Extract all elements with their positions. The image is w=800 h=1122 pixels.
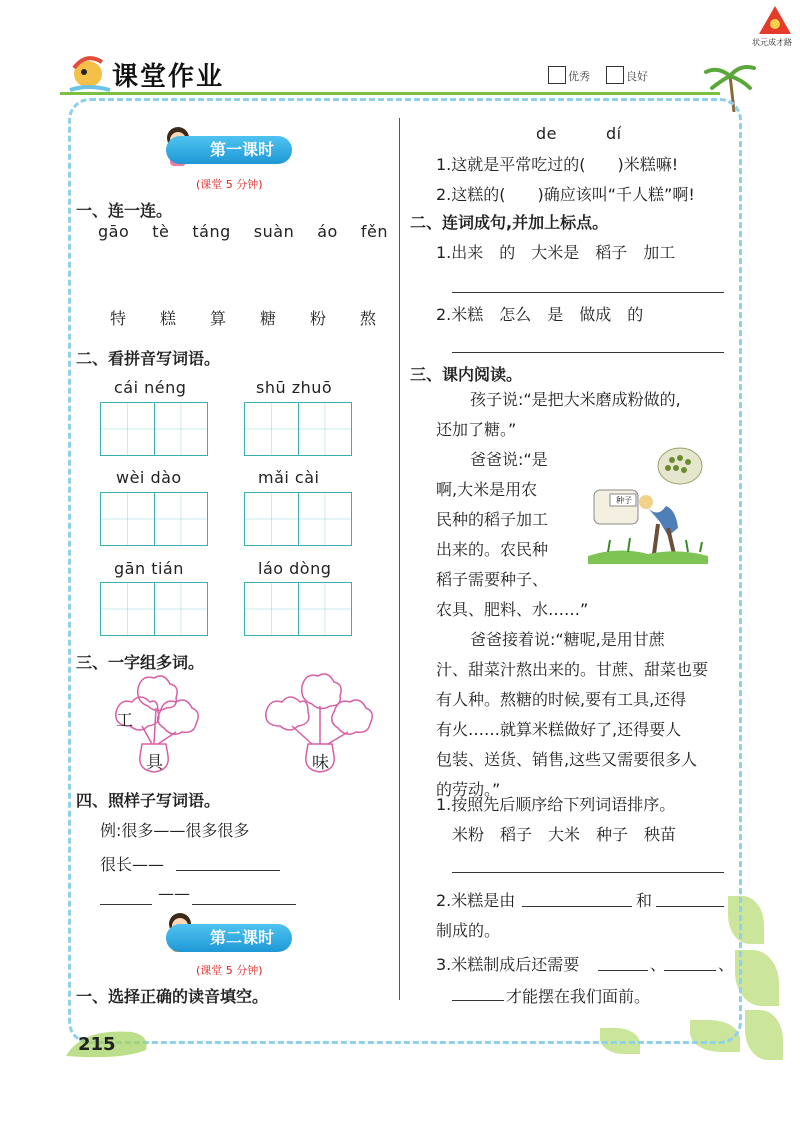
- q4-example: 例:很多——很多很多: [100, 821, 250, 840]
- passage-line: 民种的稻子加工: [436, 510, 549, 529]
- sec2-q2: 2.米糕 怎么 是 做成 的: [436, 305, 644, 324]
- writing-grid[interactable]: [244, 402, 352, 456]
- q4-dash: ——: [158, 884, 190, 903]
- q3-char-left: 工: [116, 711, 133, 731]
- sec2-title: 二、连词成句,并加上标点。: [410, 213, 609, 232]
- brand-logo-text: 状元成才路: [752, 38, 792, 47]
- lesson2-badge: 第二课时: [166, 924, 292, 952]
- answer-blank[interactable]: [522, 906, 632, 907]
- rating-good-checkbox[interactable]: [606, 66, 624, 84]
- passage-line: 的劳动。”: [436, 780, 501, 799]
- passage-line: 爸爸接着说:“糖呢,是用甘蔗: [470, 630, 665, 649]
- answer-line[interactable]: [452, 872, 724, 873]
- q2-pinyin: láo dòng: [258, 559, 332, 578]
- answer-blank[interactable]: [192, 904, 296, 905]
- passage-line: 有人种。熬糖的时候,要有工具,还得: [436, 690, 687, 709]
- reading-q1-words: 米粉 稻子 大米 种子 秧苗: [452, 825, 677, 844]
- q2-pinyin: gān tián: [114, 559, 184, 578]
- rating-good-label: 良好: [626, 70, 648, 83]
- answer-line[interactable]: [452, 292, 724, 293]
- page-title: 课堂作业: [112, 62, 225, 92]
- pinyin-item: táng: [192, 222, 231, 241]
- q3-char-vase-left: 具: [146, 753, 163, 773]
- reading-q3-sep: 、: [718, 955, 735, 974]
- reading-q2-prefix: 2.米糕是由: [436, 891, 516, 910]
- passage-line: 稻子需要种子、: [436, 570, 549, 589]
- lesson1-badge: 第一课时: [166, 136, 292, 164]
- q2-title: 二、看拼音写词语。: [76, 349, 221, 368]
- passage-line: 农具、肥料、水……”: [436, 600, 589, 619]
- q5-title: 一、选择正确的读音填空。: [76, 987, 269, 1006]
- reading-q2-suffix: 制成的。: [436, 921, 501, 940]
- char-item: 算: [209, 309, 226, 328]
- answer-blank[interactable]: [656, 906, 724, 907]
- seed-bag-label: 种子: [616, 496, 632, 505]
- sec2-q1: 1.出来 的 大米是 稻子 加工: [436, 243, 676, 262]
- reading-q2-and: 和: [636, 891, 653, 910]
- column-divider: [399, 118, 400, 1000]
- q4-title: 四、照样子写词语。: [76, 791, 221, 810]
- char-item: 特: [110, 309, 127, 328]
- q3-char-vase-right: 味: [312, 753, 329, 773]
- writing-grid[interactable]: [100, 402, 208, 456]
- passage-line: 啊,大米是用农: [436, 480, 538, 499]
- reading-q3-prefix: 3.米糕制成后还需要: [436, 955, 580, 974]
- char-item: 粉: [309, 309, 326, 328]
- reading-q3-sep: 、: [650, 955, 667, 974]
- q2-pinyin: shū zhuō: [256, 378, 333, 397]
- q2-pinyin: wèi dào: [116, 468, 182, 487]
- brand-logo-icon: [755, 4, 795, 40]
- reading-q1: 1.按照先后顺序给下列词语排序。: [436, 795, 676, 814]
- passage-p1a: 孩子说:“是把大米磨成粉做的,: [470, 390, 681, 409]
- writing-grid[interactable]: [100, 582, 208, 636]
- q1-chars: [110, 306, 376, 329]
- answer-blank[interactable]: [176, 870, 280, 871]
- passage-line: 汁、甜菜汁熬出来的。甘蔗、甜菜也要: [436, 660, 709, 679]
- header-divider: [60, 92, 720, 95]
- writing-grid[interactable]: [244, 492, 352, 546]
- answer-blank[interactable]: [452, 1000, 504, 1001]
- passage-line: 爸爸说:“是: [470, 450, 548, 469]
- pinyin-option: dí: [606, 124, 622, 143]
- char-item: 糖: [259, 309, 276, 328]
- pinyin-option: de: [536, 124, 557, 143]
- pinyin-item: tè: [152, 222, 170, 241]
- q2-pinyin: cái néng: [114, 378, 187, 397]
- pinyin-item: fěn: [360, 222, 388, 241]
- q2-pinyin: mǎi cài: [258, 468, 320, 487]
- writing-grid[interactable]: [244, 582, 352, 636]
- lesson2-duration: (课堂 5 分钟): [196, 964, 263, 977]
- mascot-icon: [66, 50, 112, 94]
- right-s1: 1.这就是平常吃过的( )米糕嘛!: [436, 155, 679, 174]
- q3-title: 三、一字组多词。: [76, 653, 205, 672]
- farmer-illustration-icon: [588, 444, 728, 568]
- pinyin-item: suàn: [253, 222, 295, 241]
- passage-p1b: 还加了糖。”: [436, 420, 517, 439]
- passage-line: 出来的。农民种: [436, 540, 549, 559]
- answer-blank[interactable]: [598, 970, 648, 971]
- q1-pinyin: [98, 222, 388, 241]
- passage-line: 有火……就算米糕做好了,还得要人: [436, 720, 682, 739]
- pinyin-item: áo: [317, 222, 338, 241]
- pinyin-item: gāo: [98, 222, 130, 241]
- sec3-title: 三、课内阅读。: [410, 365, 523, 384]
- rating-excellent-checkbox[interactable]: [548, 66, 566, 84]
- decor-leaf: [745, 1010, 783, 1060]
- lesson1-duration: (课堂 5 分钟): [196, 178, 263, 191]
- answer-line[interactable]: [452, 352, 724, 353]
- q1-title: 一、连一连。: [76, 201, 173, 220]
- char-item: 糕: [159, 309, 176, 328]
- answer-blank[interactable]: [664, 970, 716, 971]
- page-number: 215: [78, 1034, 116, 1055]
- right-s2: 2.这糕的( )确应该叫“千人糕”啊!: [436, 185, 695, 204]
- char-item: 熬: [359, 309, 376, 328]
- writing-grid[interactable]: [100, 492, 208, 546]
- reading-q3-suffix: 才能摆在我们面前。: [506, 987, 651, 1006]
- passage-line: 包装、送货、销售,这些又需要很多人: [436, 750, 698, 769]
- q4-line1: 很长——: [100, 855, 165, 874]
- answer-blank[interactable]: [100, 904, 152, 905]
- rating-excellent-label: 优秀: [568, 70, 590, 83]
